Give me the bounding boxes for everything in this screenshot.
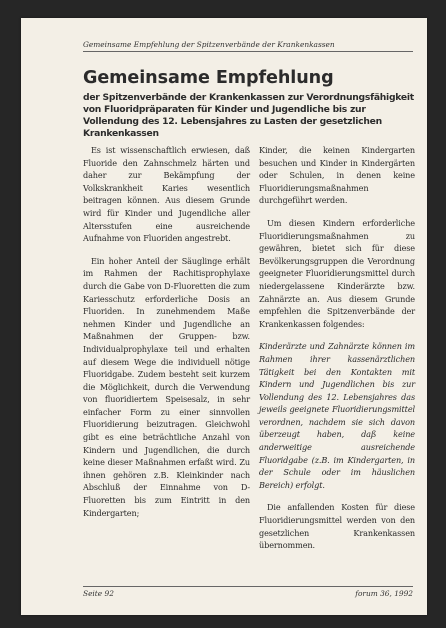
recommendation-text: Kinderärzte und Zahnärzte können im Rahmen ihrer kassenärztlichen Tätigkeit bei den Kontakten mit Kindern und Jugendlichen bis zur Vollendung des 12. Lebensjahres das jeweils geeignete Fluoridierungsmittel verordnen, nachdem sie sich davon überzeugt haben, daß keine anderweitige ausreichende Fluoridgabe (z.B. im Kindergarten, in der Schule oder im häuslichen Bereich) erfolgt.: [259, 341, 415, 490]
closing-paragraph: Die anfallenden Kosten für diese Fluoridierungsmittel werden von den gesetzlichen Krankenkassen übernommen.: [259, 502, 415, 551]
body-paragraph-4: Um diesen Kindern erforderliche Fluoridierungsmaßnahmen zu gewähren, bietet sich für diese Bevölkerungsgruppen die Verordnung geeigneter Fluoridierungsmittel durch niedergelassene Kinderärzte bzw. Zahnärzte an. Aus diesem Grunde empfehlen die Spitzenverbände der Krankenkassen folgendes:: [259, 217, 415, 329]
left-column: [83, 144, 250, 529]
body-paragraph-2: Ein hoher Anteil der Säuglinge erhält im Rahmen der Rachitisprophylaxe durch die Gabe von D-Fluoretten die zum Kariesschutz erforderliche Dosis an Fluoriden. In zunehmendem Maße nehmen Kinder und Jugendliche an Maßnahmen der Gruppen- bzw. Individualprophylaxe teil und erhalten auf diesem Wege die individuell nötige Fluoridgabe. Zudem besteht seit kurzem die Möglichkeit, durch die Verwendung von fluoridiertem Speisesalz, in sehr einfacher Form zu einer sinnvollen Fluoridierung beizutragen. Gleichwohl gibt es eine beträchtliche Anzahl von Kindern und Jugendlichen, die durch keine dieser Maßnahmen erfaßt wird. Zu ihnen gehören z.B. Kleinkinder nach Abschluß der Einnahme von D-Fluoretten bis zum Eintritt in den Kindergarten;: [83, 255, 250, 518]
body-paragraph-1: Es ist wissenschaftlich erwiesen, daß Fluoride den Zahnschmelz härten und daher zur Bekämpfung der Volkskrankheit Karies wesentlich beitragen können. Aus diesem Grunde wird für Kinder und Jugendliche aller Altersstufen eine ausreichende Aufnahme von Fluoriden angestrebt.: [83, 145, 250, 244]
article-title: Gemeinsame Empfehlung: [83, 68, 334, 88]
article-subtitle: der Spitzenverbände der Krankenkassen zur Verordnungsfähigkeit von Fluoridpräparaten für Kinder und Jugendliche bis zur Vollendung des 12. Lebensjahres zu Lasten der gesetzlichen Krankenkassen: [83, 92, 414, 140]
page-footer: [83, 586, 413, 598]
document-page: [21, 18, 427, 615]
publication-info: forum 36, 1992: [355, 589, 413, 598]
right-column: [259, 144, 415, 562]
body-paragraph-3: Kinder, die keinen Kindergarten besuchen und Kinder in Kindergärten oder Schulen, in denen keine Fluoridierungsmaßnahmen durchgeführt werden.: [259, 145, 415, 206]
page-number: Seite 92: [83, 589, 114, 598]
running-header: Gemeinsame Empfehlung der Spitzenverbände der Krankenkassen: [83, 40, 413, 52]
